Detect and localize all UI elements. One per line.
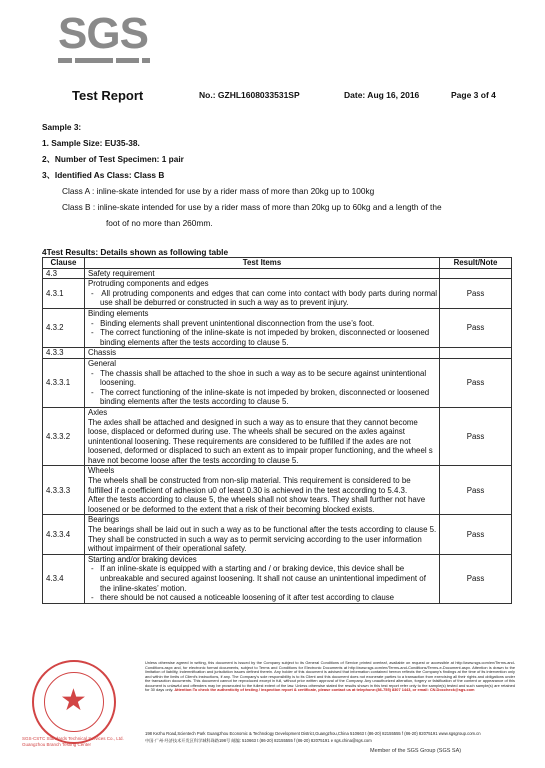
result-cell [440,268,512,279]
item-bullet: - Binding elements shall prevent unintentional disconnection from the use’s foot. [90,318,375,328]
sample-size: 1. Sample Size: EU35-38. [42,138,140,148]
table-row [43,279,512,309]
table-caption: 4Test Results: Details shown as following table [42,247,229,257]
clause-cell: 4.3.2 [43,308,85,347]
clause-cell: 4.3.3.2 [43,407,85,466]
item-bullet: - If an inline-skate is equipped with a starting and / or braking device, this device shall be unbreakable and secured against loosening. It shall not cause an unintentional impediment of the inline-skates’ motion. [90,564,426,593]
report-title: Test Report [72,88,144,103]
star-icon: ★ [60,684,87,717]
item-title: Protruding components and edges [87,279,209,289]
item-cell [84,358,439,407]
item-title: Axles [87,407,108,417]
disclaimer-text: Unless otherwise agreed in writing, this document is issued by the Company subject to its General Conditions of Service printed overleaf, available on request or accessible at http://www.sgs.com/en/Terms-and-Conditions.aspx and, for electronic format documents, subject to Terms and Conditions for Electronic Documents at http://www.sgs.com/en/Terms-and-Conditions/Terms-e-Document.aspx. Attention is drawn to the limitation of liability, indemnification and jurisdiction issues defined therein. Any holder of this document is advised that information contained hereon reflects the Company's findings at the time of its intervention only and within the limits of Client's instructions, if any. The Company's sole responsibility is to its Client and this document does not exonerate parties to a transaction from exercising all their rights and obligations under the transaction documents. This document cannot be reproduced except in full, without prior written approval of the Company. Any unauthorized alteration, forgery or falsification of the content or appearance of this document is unlawful and offenders may be prosecuted to the fullest extent of the law. Unless otherwise stated the results shown in this test report refer only to the sample(s) tested and such sample(s) are retained for 30 days only. [145,660,515,692]
item-cell [84,554,439,603]
result-cell: Pass [440,279,512,309]
item-text: The axles shall be attached and designed in such a way as to ensure that they cannot become loose, displaced or deformed during use. The wheels shall be secured on the axles against unintentional loosening. These requirements are considered to be fulfilled if the axles are not loosened, deformed or displaced to such an extent as to impair proper functioning, and the wheel s have not become loose after the tests according to clause 5. [87,417,433,465]
item-text: The bearings shall be laid out in such a way as to be functional after the tests according to clause 5. They shall be constructed in such a way as to permit servicing according to the user information without impairment of their operational safety. [87,525,437,554]
report-header [72,88,512,104]
item-title: Wheels [87,466,115,476]
item-text: The wheels shall be constructed from non-slip material. This requirement is considered to be fulfilled if a coefficient of adhesion u0 of least 0.30 is achieved in the test according to 5.4.3. [87,476,411,495]
table-row [43,348,512,359]
item-bullet: - The correct functioning of the inline-skate is not impeded by broken, disconnected or loosened binding elements after the tests according to clause 5. [90,387,430,407]
attention-text: Attention:To check the authenticity of testing / inspection report & certificate, please contact us at telephone:(86-755) 8307 1443, or email: CN.Doccheck@sgs.com [174,687,475,692]
clause-cell: 4.3 [43,268,85,279]
address-chinese: 中国·广州·经济技术开发区科学城科珠路198号 邮编: 510663 t (86-20) 82155555 f (86-20) 82075191 e sgs.china@sgs.com [145,738,372,743]
legal-disclaimer [145,661,515,693]
inspection-seal [32,660,116,744]
clause-cell: 4.3.4 [43,554,85,603]
sample-heading: Sample 3: [42,122,82,132]
item-title: Starting and/or braking devices [87,554,197,564]
table-row [43,407,512,466]
item-bullet: - The chassis shall be attached to the shoe in such a way as to be secure against unintentional loosening. [90,368,427,388]
class-a-definition: Class A : inline-skate intended for use by a rider mass of more than 20kg up to 100kg [62,186,375,196]
clause-cell: 4.3.1 [43,279,85,309]
sample-info [42,122,512,234]
item-cell [84,466,439,515]
item-title: Safety requirement [84,268,439,279]
test-results-table [42,248,512,604]
sgs-logo [58,9,150,70]
item-cell [84,515,439,554]
col-header-test-items: Test Items [84,258,439,269]
logo-bars [58,58,150,63]
class-b-definition-cont: foot of no more than 260mm. [106,218,213,228]
clause-cell: 4.3.3.4 [43,515,85,554]
table-row [43,554,512,603]
result-cell: Pass [440,407,512,466]
seal-caption: SGS-CSTC Standards Technical Services Co., Ltd. Guangzhou Branch Testing Center [22,736,124,747]
table-row [43,466,512,515]
table-row [43,308,512,347]
identified-class: 3、Identified As Class: Class B [42,170,165,180]
col-header-result: Result/Note [440,258,512,269]
table-row [43,515,512,554]
item-title: Chassis [84,348,439,359]
result-cell: Pass [440,308,512,347]
page-number: Page 3 of 4 [451,90,496,100]
member-note: Member of the SGS Group (SGS SA) [370,748,462,754]
item-bullet: - All protruding components and edges that can come into contact with body parts during normal use shall be deburred or constructed in such a way as to prevent injury. [90,288,438,308]
logo-text: SGS [58,9,148,58]
result-cell [440,348,512,359]
item-bullet: - there should be not caused a noticeable loosening of it after test according to clause [90,593,395,603]
item-title: Bearings [87,515,120,525]
result-cell: Pass [440,466,512,515]
class-b-definition: Class B : inline-skate intended for use by a rider mass of more than 20kg up to 60kg and a length of the [62,202,442,212]
result-cell: Pass [440,554,512,603]
table-row [43,268,512,279]
table-header-row [43,258,512,269]
clause-cell: 4.3.3 [43,348,85,359]
address-block [145,730,515,744]
specimen-count: 2、Number of Test Specimen: 1 pair [42,154,184,164]
item-text: After the tests according to clause 5, the wheels shall not show tears. They shall further not have loosened or be deformed to the extent that a risk of their becoming blocked exists. [87,495,426,514]
item-cell [84,308,439,347]
item-title: Binding elements [87,308,149,318]
item-cell [84,279,439,309]
table-row [43,358,512,407]
report-date: Date: Aug 16, 2016 [344,90,420,100]
result-cell: Pass [440,358,512,407]
address-english: 198 Kezhu Road,Scientech Park Guangzhou Economic & Technology Development District,Guangzhou,China 510663 t (86-20) 82155555 f (86-20) 82075191 www.sgsgroup.com.cn [145,731,481,736]
item-bullet: - The correct functioning of the inline-skate is not impeded by broken, disconnected or loosened binding elements after the tests according to clause 5. [90,328,430,347]
item-title: General [87,358,117,368]
clause-cell: 4.3.3.1 [43,358,85,407]
item-cell [84,407,439,466]
col-header-clause: Clause [43,258,85,269]
result-cell: Pass [440,515,512,554]
clause-cell: 4.3.3.3 [43,466,85,515]
report-number: No.: GZHL1608033531SP [199,90,300,100]
